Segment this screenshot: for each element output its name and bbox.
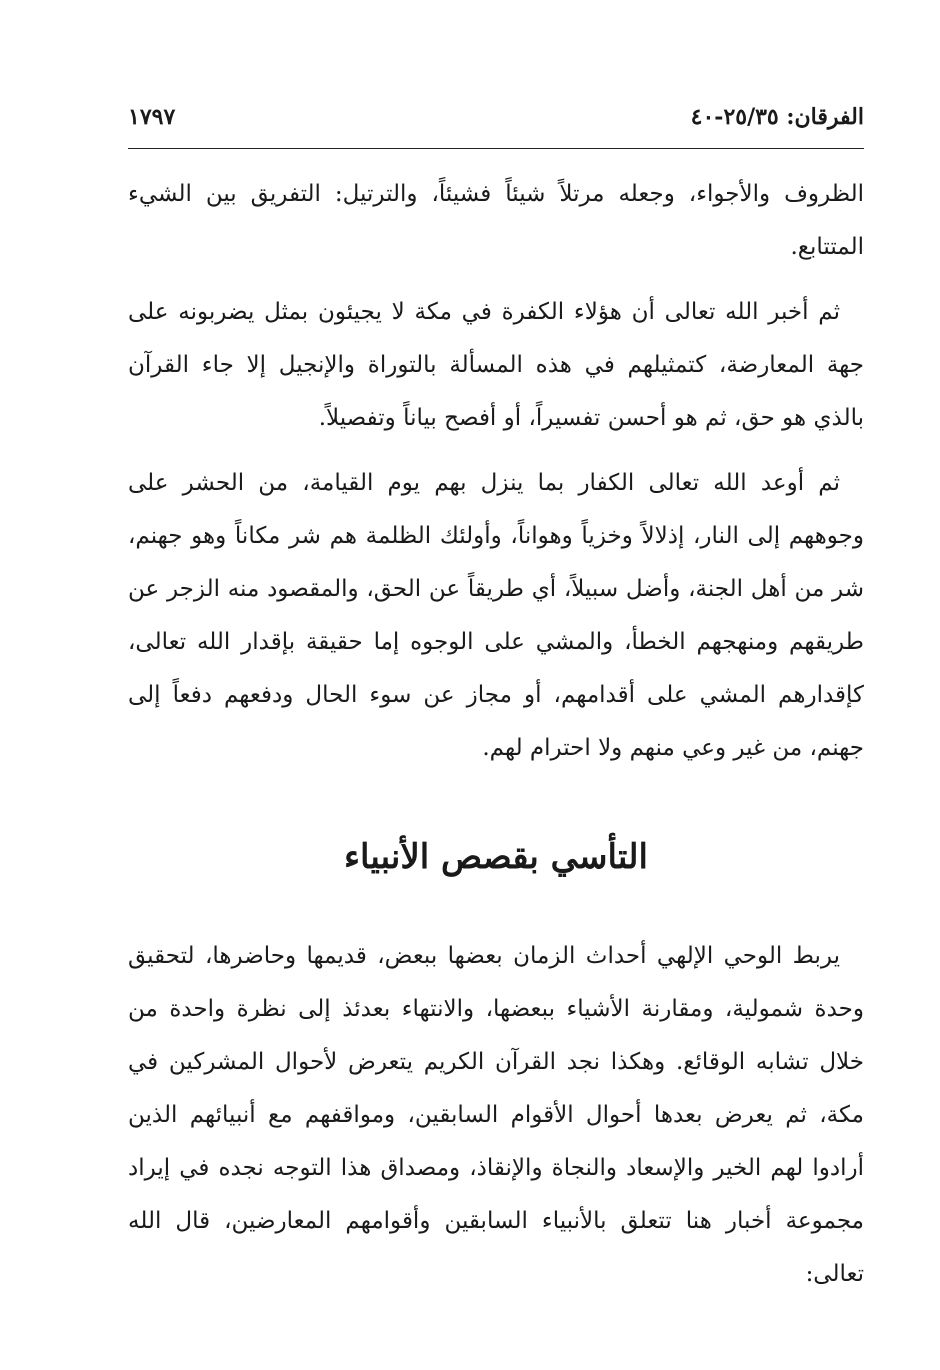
running-header-title: الفرقان: ٢٥/٣٥-٤٠ [690, 104, 864, 130]
body-text [128, 168, 864, 775]
paragraph-2: ثم أخبر الله تعالى أن هؤلاء الكفرة في مكة لا يجيئون بمثل يضربونه على جهة المعارضة، كتمثيلهم في هذه المسألة بالتوراة والإنجيل إلا جاء القرآن بالذي هو حق، ثم هو أحسن تفسيراً، أو أفصح بياناً وتفصيلاً. [128, 299, 864, 431]
paragraph-gap [128, 445, 864, 457]
paragraph-gap [128, 274, 864, 286]
header-divider [128, 148, 864, 149]
section-body [128, 930, 864, 1301]
running-header [128, 92, 864, 132]
section-heading: التأسي بقصص الأنبياء [344, 837, 648, 877]
page-number: ١٧٩٧ [128, 104, 176, 130]
document-page [128, 92, 864, 1287]
paragraph-3: ثم أوعد الله تعالى الكفار بما ينزل بهم يوم القيامة، من الحشر على وجوههم إلى النار، إذلالاً وخزياً وهواناً، وأولئك الظلمة هم شر مكاناً وهو جهنم، شر من أهل الجنة، وأضل سبيلاً، أي طريقاً عن الحق، والمقصود منه الزجر عن طريقهم ومنهجهم الخطأ، والمشي على الوجوه إما حقيقة بإقدار الله تعالى، كإقدارهم المشي على أقدامهم، أو مجاز عن سوء الحال ودفعهم دفعاً إلى جهنم، من غير وعي منهم ولا احترام لهم. [128, 470, 864, 761]
paragraph-1: الظروف والأجواء، وجعله مرتلاً شيئاً فشيئاً، والترتيل: التفريق بين الشيء المتتابع. [128, 181, 864, 260]
section-paragraph: يربط الوحي الإلهي أحداث الزمان بعضها ببعض، قديمها وحاضرها، لتحقيق وحدة شمولية، ومقارنة الأشياء ببعضها، والانتهاء بعدئذ إلى نظرة واحدة من خلال تشابه الوقائع. وهكذا نجد القرآن الكريم يتعرض لأحوال المشركين في مكة، ثم يعرض بعدها أحوال الأقوام السابقين، ومواقفهم مع أنبيائهم الذين أرادوا لهم الخير والإسعاد والنجاة والإنقاذ، ومصداق هذا التوجه نجده في إيراد مجموعة أخبار هنا تتعلق بالأنبياء السابقين وأقوامهم المعارضين، قال الله تعالى: [128, 943, 864, 1287]
